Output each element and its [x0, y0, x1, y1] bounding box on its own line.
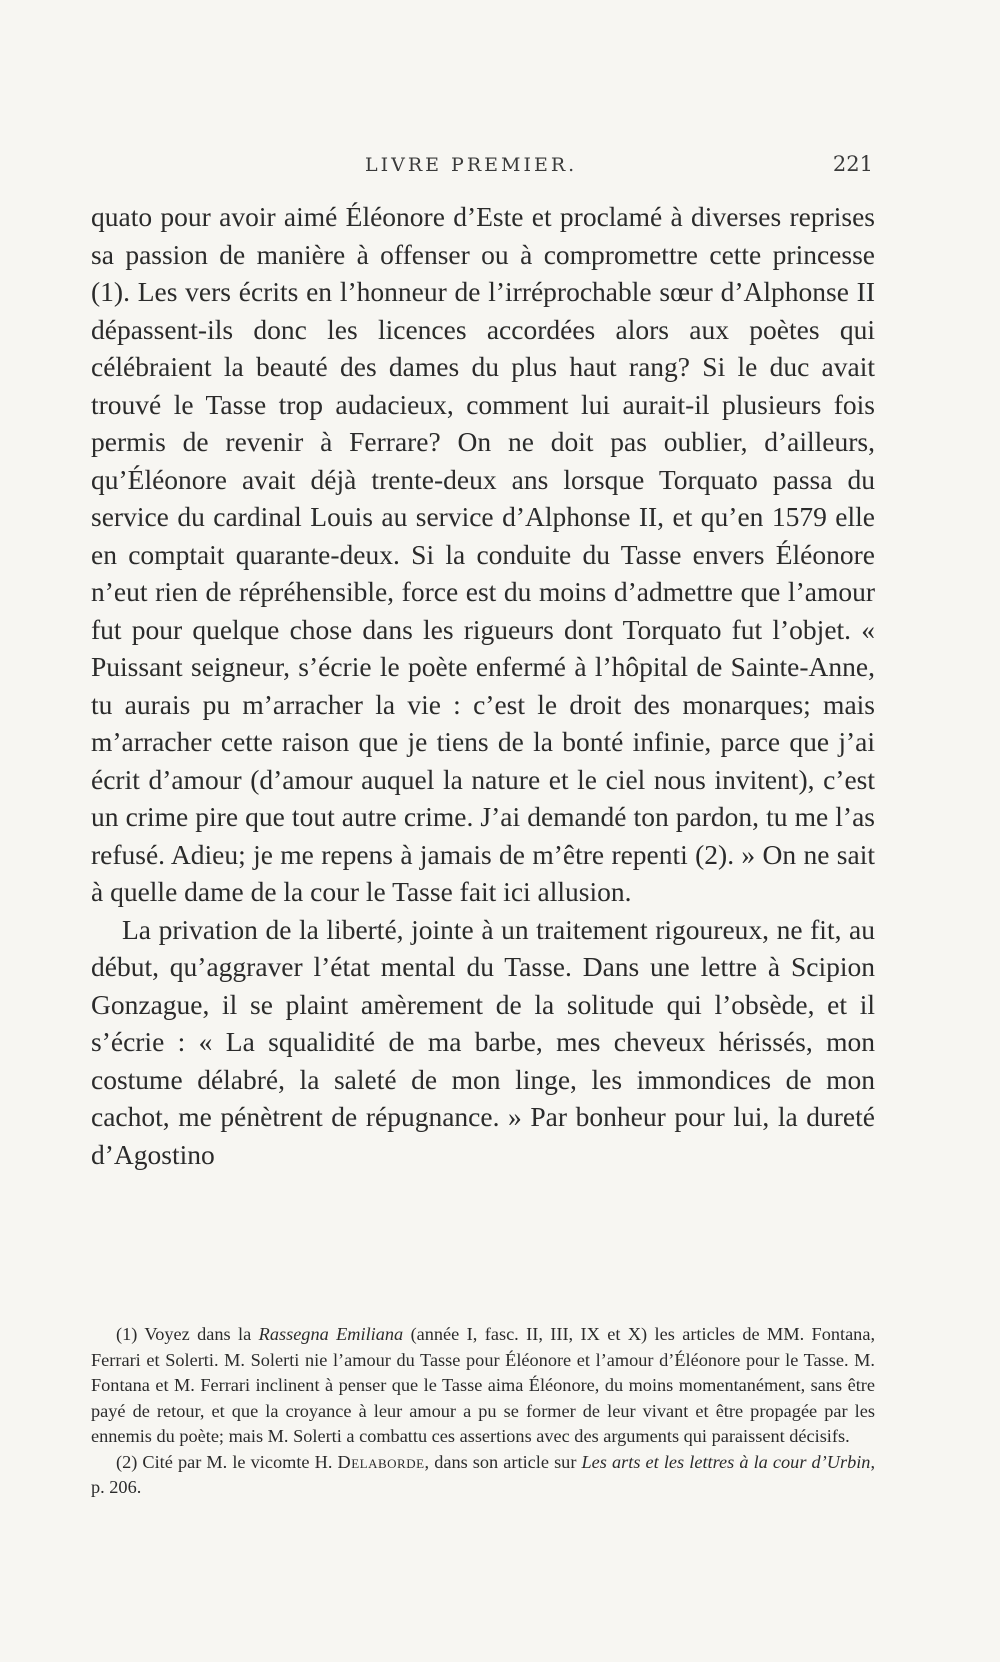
footnote-2-text-a: (2) Cité par M. le vicomte H. — [116, 1451, 338, 1472]
running-head: LIVRE PREMIER. — [365, 154, 578, 176]
footnote-2-article-title: Les arts et les lettres à la cour d’Urbin — [581, 1451, 871, 1472]
page-header — [90, 150, 873, 182]
paragraph-2: La privation de la liberté, jointe à un traitement rigoureux, ne fit, au début, qu’aggraver l’état mental du Tasse. Dans une lettre à Scipion Gonzague, il se plaint amèrement de la solitude qui l’obsède, et il s’écrie : « La squalidité de ma barbe, mes cheveux hérissés, mon costume délabré, la saleté de mon linge, les immondices de mon cachot, me pénètrent de répugnance. » Par bonheur pour lui, la dureté d’Agostino — [91, 913, 875, 1170]
footnote-2 — [91, 1450, 875, 1501]
footnote-2-text-b: , dans son article sur — [424, 1451, 582, 1472]
footnote-1-text-a: (1) Voyez dans la — [116, 1324, 259, 1344]
footnote-2-text-c: , p. 206. — [91, 1451, 876, 1497]
footnotes — [91, 1322, 875, 1501]
page-number: 221 — [832, 152, 873, 176]
footnote-1-journal-title: Rassegna Emiliana — [258, 1324, 404, 1344]
footnote-2-author-name: Delaborde — [337, 1451, 425, 1472]
main-text — [91, 198, 875, 1173]
paragraph-1: quato pour avoir aimé Éléonore d’Este et proclamé à diverses reprises sa passion de manière à offenser ou à compromettre cette princesse (1). Les vers écrits en l’honneur de l’irréprochable sœur d’Alphonse II dépassent-ils donc les licences accordées alors aux poètes qui célébraient la beauté des dames du plus haut rang? Si le duc avait trouvé le Tasse trop audacieux, comment lui aurait-il plusieurs fois permis de revenir à Ferrare? On ne doit pas oublier, d’ailleurs, qu’Éléonore avait déjà trente-deux ans lorsque Torquato passa du service du cardinal Louis au service d’Alphonse II, et qu’en 1579 elle en comptait quarante-deux. Si la conduite du Tasse envers Éléonore n’eut rien de répréhensible, force est du moins d’admettre que l’amour fut pour quelque chose dans les rigueurs dont Torquato fut l’objet. « Puissant seigneur, s’écrie le poète enfermé à l’hôpital de Sainte-Anne, tu aurais pu m’arracher la vie : c’est le droit des monarques; mais m’arracher cette raison que je tiens de la bonté infinie, parce que j’ai écrit d’amour (d’amour auquel la nature et le ciel nous invitent), c’est un crime pire que tout autre crime. J’ai demandé ton pardon, tu me l’as refusé. Adieu; je me repens à jamais de m’être repenti (2). » On ne sait à quelle dame de la cour le Tasse fait ici allusion. — [91, 201, 875, 907]
footnote-1-text-b: (année I, fasc. II, III, IX et X) les articles de MM. Fontana, Ferrari et Solerti. M. Solerti nie l’amour du Tasse pour Éléonore et l’amour d’Éléonore pour le Tasse. M. Fontana et M. Ferrari inclinent à penser que le Tasse aima Éléonore, du moins momentanément, sans être payé de retour, et que la croyance à leur amour a pu se former de leur vivant et être propagée par les ennemis du poète; mais M. Solerti a combattu ces assertions avec des arguments qui paraissent décisifs. — [91, 1324, 876, 1446]
footnote-1 — [91, 1322, 875, 1450]
